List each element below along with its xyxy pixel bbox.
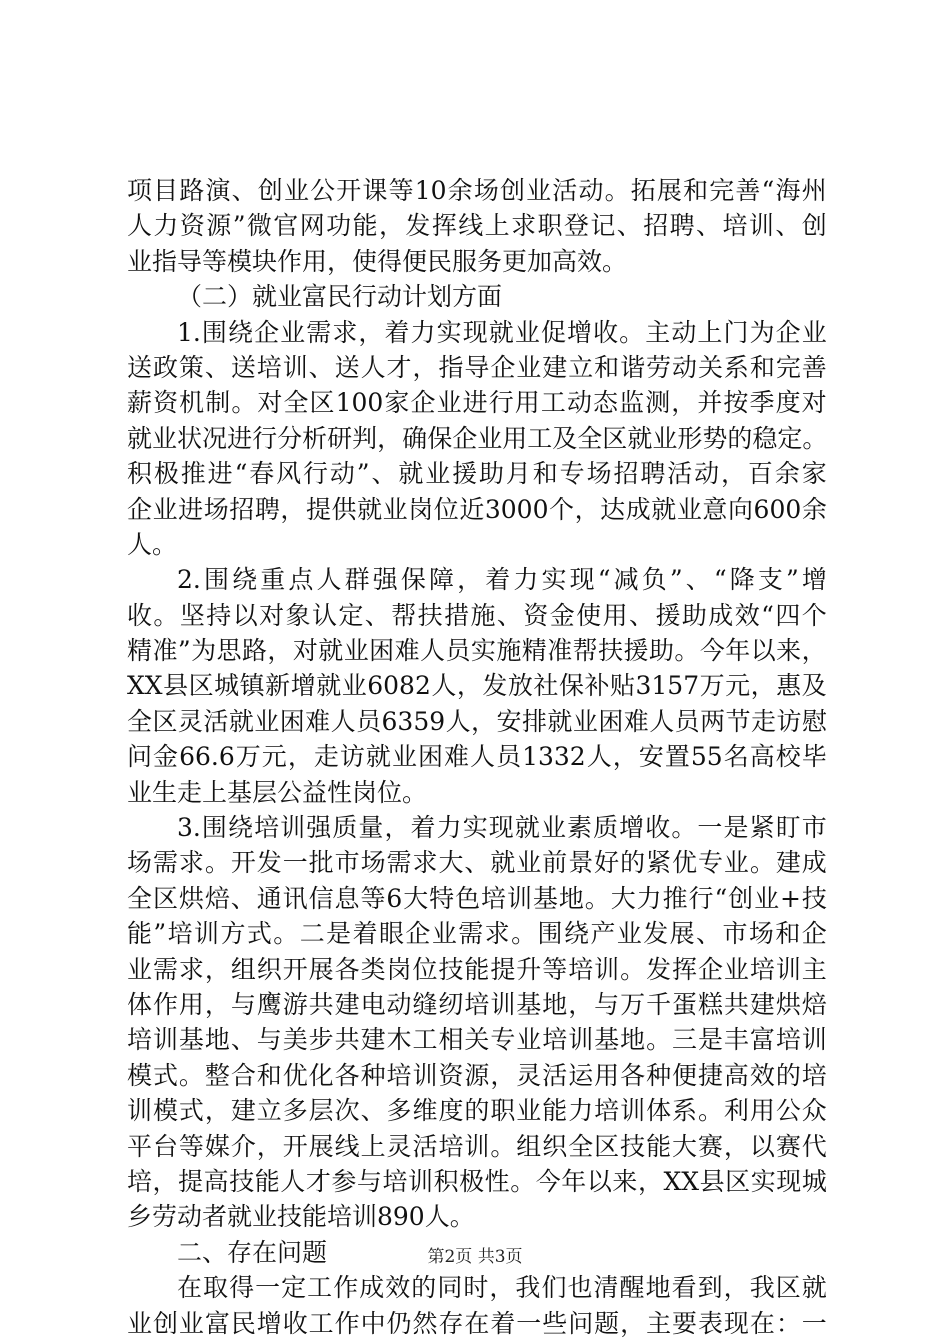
text-line: 乡劳动者就业技能培训890人。 [127, 1202, 475, 1232]
document-body [127, 173, 827, 1341]
text-line: 场 需 求 。 开 发 一 批 市 场 需 求 大 、 就 业 前 景 好 的 紧 优 专 业 。 建 成 [127, 848, 827, 878]
text-line: 人 力 资 源 ” 微 官 网 功 能 ， 发 挥 线 上 求 职 登 记 、 招 聘 、 培 训 、 创 [127, 211, 827, 241]
text-line: 二、存在问题 [177, 1237, 328, 1267]
text-line: 2. 围 绕 重 点 人 群 强 保 障 ， 着 力 实 现 “ 减 负 ” 、 “ 降 支 ” 增 [177, 565, 827, 595]
text-line: 业 创 业 富 民 增 收 工 作 中 仍 然 存 在 着 一 些 问 题 ， 主 要 表 现 在 ： 一 [127, 1308, 827, 1338]
text-line: 3. 围 绕 培 训 强 质 量 ， 着 力 实 现 就 业 素 质 增 收 。 一 是 紧 盯 市 [177, 813, 827, 843]
text-line: 业生走上基层公益性岗位。 [127, 777, 428, 807]
text-line: 人。 [127, 529, 178, 559]
text-line: 送 政 策 、 送 培 训 、 送 人 才 ， 指 导 企 业 建 立 和 谐 劳 动 关 系 和 完 善 [127, 352, 827, 382]
text-line: 培 ， 提 高 技 能 人 才 参 与 培 训 积 极 性 。 今 年 以 来 ， XX 县 区 实 现 城 [127, 1166, 827, 1196]
text-line: 企 业 进 场 招 聘 ， 提 供 就 业 岗 位 近 3000 个 ， 达 成 就 业 意 向 600 余 [127, 494, 827, 524]
text-line: 就 业 状 况 进 行 分 析 研 判 ， 确 保 企 业 用 工 及 全 区 就 业 形 势 的 稳 定 。 [127, 423, 828, 453]
text-line: 训 模 式 ， 建 立 多 层 次 、 多 维 度 的 职 业 能 力 培 训 体 系 。 利 用 公 众 [127, 1096, 827, 1126]
text-line: 培 训 基 地 、 与 美 步 共 建 木 工 相 关 专 业 培 训 基 地 。 三 是 丰 富 培 训 [127, 1025, 827, 1055]
text-line: 1. 围 绕 企 业 需 求 ， 着 力 实 现 就 业 促 增 收 。 主 动 上 门 为 企 业 [177, 317, 827, 347]
text-line: 全 区 烘 焙 、 通 讯 信 息 等 6 大 特 色 培 训 基 地 。 大 力 推 行 “ 创 业 + 技 [127, 883, 827, 913]
text-line: 薪 资 机 制 。 对 全 区 100 家 企 业 进 行 用 工 动 态 监 测 ， 并 按 季 度 对 [127, 388, 827, 418]
text-line: 模 式 。 整 合 和 优 化 各 种 培 训 资 源 ， 灵 活 运 用 各 种 便 捷 高 效 的 培 [127, 1060, 827, 1090]
text-line: 收 。 坚 持 以 对 象 认 定 、 帮 扶 措 施 、 资 金 使 用 、 援 助 成 效 “ 四 个 [127, 600, 827, 630]
text-line: 积 极 推 进 “ 春 风 行 动 ” 、 就 业 援 助 月 和 专 场 招 聘 活 动 ， 百 余 家 [127, 459, 827, 489]
text-line: 精 准 ” 为 思 路 ， 对 就 业 困 难 人 员 实 施 精 准 帮 扶 援 助 。 今 年 以 来 ， [127, 636, 827, 666]
text-line: 全 区 灵 活 就 业 困 难 人 员 6359 人 ， 安 排 就 业 困 难 人 员 两 节 走 访 慰 [127, 706, 827, 736]
text-line: 在 取 得 一 定 工 作 成 效 的 同 时 ， 我 们 也 清 醒 地 看 到 ， 我 区 就 [177, 1273, 827, 1303]
text-line: 业指导等模块作用，使得便民服务更加高效。 [127, 246, 628, 276]
text-line: 能 ” 培 训 方 式 。 二 是 着 眼 企 业 需 求 。 围 绕 产 业 发 展 、 市 场 和 企 [127, 919, 827, 949]
text-line: 项 目 路 演 、 创 业 公 开 课 等 10 余 场 创 业 活 动 。 拓 展 和 完 善 “ 海 州 [127, 176, 827, 205]
text-line: 问 金 66.6 万 元 ， 走 访 就 业 困 难 人 员 1332 人 ， 安 置 55 名 高 校 毕 [127, 742, 827, 772]
text-line: （二）就业富民行动计划方面 [177, 282, 503, 312]
text-line: 平 台 等 媒 介 ， 开 展 线 上 灵 活 培 训 。 组 织 全 区 技 能 大 赛 ， 以 赛 代 [127, 1131, 827, 1161]
text-line: 业 需 求 ， 组 织 开 展 各 类 岗 位 技 能 提 升 等 培 训 。 发 挥 企 业 培 训 主 [127, 954, 827, 984]
text-line: 体 作 用 ， 与 鹰 游 共 建 电 动 缝 纫 培 训 基 地 ， 与 万 千 蛋 糕 共 建 烘 焙 [127, 989, 827, 1019]
text-line: XX 县 区 城 镇 新 增 就 业 6082 人 ， 发 放 社 保 补 贴 3157 万 元 ， 惠 及 [127, 671, 827, 701]
page-footer: 第2页 共3页 [427, 1247, 523, 1267]
